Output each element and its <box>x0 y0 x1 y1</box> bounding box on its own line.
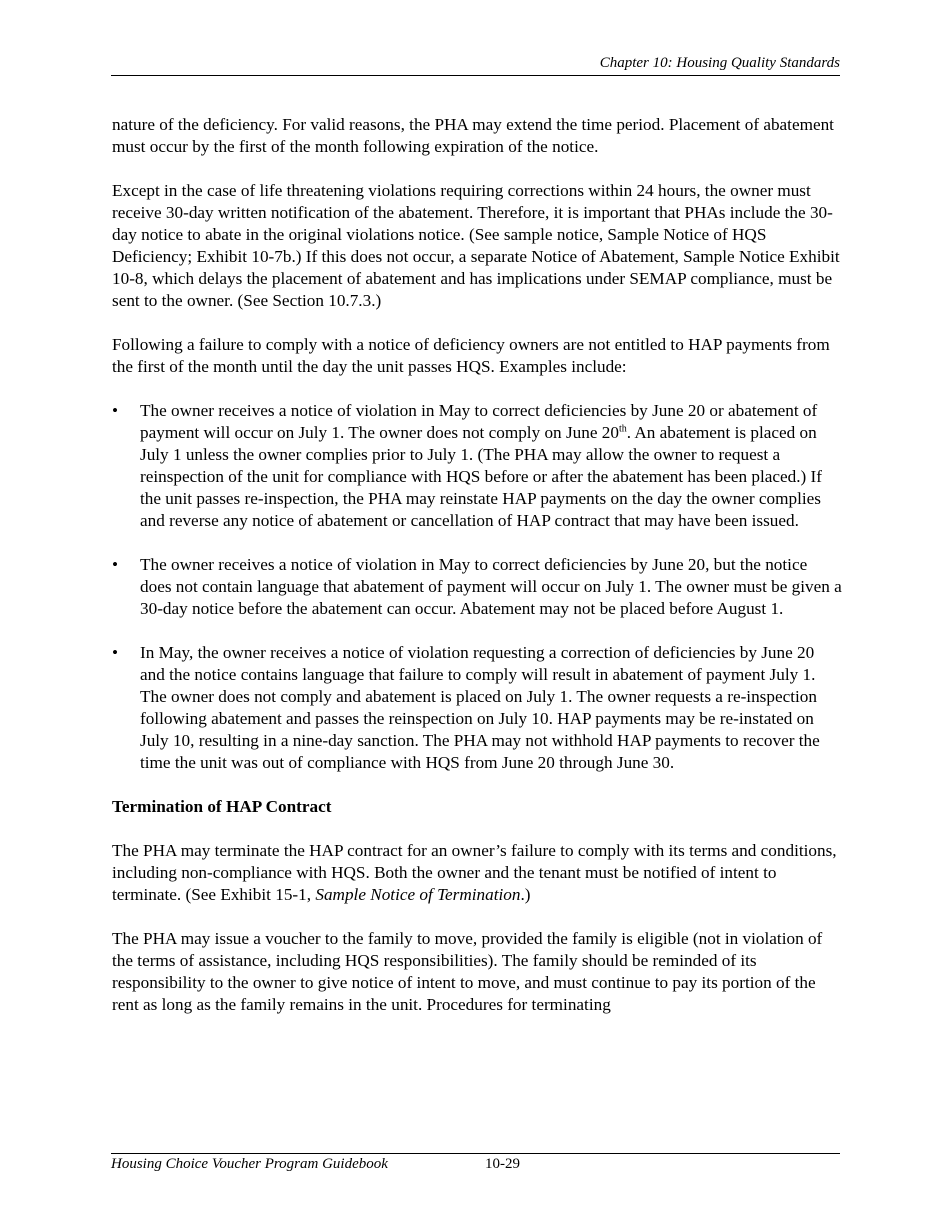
list-item <box>112 554 842 620</box>
examples-list <box>112 400 842 774</box>
page-number: 10-29 <box>485 1156 520 1172</box>
example-3-text: In May, the owner receives a notice of violation requesting a correction of deficiencies by June 20 and the notice contains language that failure to comply will result in abatement of payment July 1. The owner does not comply and abatement is placed on July 1. The owner requests a re-inspection following abatement and passes the reinspection on July 10. HAP payments may be re-instated on July 10, resulting in a nine-day sanction. The PHA may not withhold HAP payments to recover the time the unit was out of compliance with HQS from June 20 through June 30. <box>140 643 820 772</box>
paragraph-abatement-timing: nature of the deficiency. For valid reasons, the PHA may extend the time period. Placement of abatement must occur by the first of the month following expiration of the notice. <box>112 115 834 156</box>
section-heading: Termination of HAP Contract <box>112 797 332 816</box>
list-item <box>112 642 842 774</box>
document-body <box>112 114 842 1038</box>
paragraph-voucher: The PHA may issue a voucher to the family to move, provided the family is eligible (not in violation of the terms of assistance, including HQS responsibilities). The family should be reminded of its responsibility to the owner to give notice of intent to move, and must continue to pay its portion of the rent as long as the family remains in the unit. Procedures for terminating <box>112 929 823 1014</box>
page-footer <box>111 1153 840 1173</box>
chapter-title: Chapter 10: Housing Quality Standards <box>599 55 840 71</box>
paragraph-termination: The PHA may terminate the HAP contract for an owner’s failure to comply with its terms and conditions, including non-compliance with HQS. Both the owner and the tenant must be notified of intent to terminate. (See Exhibit 15-1, Sample Notice of Termination.) <box>112 841 837 904</box>
bullet-icon: • <box>112 401 119 420</box>
exhibit-title: Sample Notice of Termination <box>315 885 521 904</box>
paragraph-hap-payments: Following a failure to comply with a notice of deficiency owners are not entitled to HAP payments from the first of the month until the day the unit passes HQS. Examples include: <box>112 335 830 376</box>
example-1-text: The owner receives a notice of violation in May to correct deficiencies by June 20 or abatement of payment will occur on July 1. The owner does not comply on June 20th. An abatement is placed on July 1 unless the owner complies prior to July 1. (The PHA may allow the owner to request a reinspection of the unit for compliance with HQS before or after the abatement has been placed.) If the unit passes re-inspection, the PHA may reinstate HAP payments on the day the owner complies and reverse any notice of abatement or cancellation of HAP contract that may have been issued. <box>140 401 822 530</box>
superscript-th: th <box>618 423 627 435</box>
paragraph-abatement-notice: Except in the case of life threatening violations requiring corrections within 24 hours, the owner must receive 30-day written notification of the abatement. Therefore, it is important that PHAs include the 30-day notice to abate in the original violations notice. (See sample notice, Sample Notice of HQS Deficiency; Exhibit 10-7b.) If this does not occur, a separate Notice of Abatement, Sample Notice Exhibit 10-8, which delays the placement of abatement and has implications under SEMAP compliance, must be sent to the owner. (See Section 10.7.3.) <box>112 181 840 310</box>
list-item <box>112 400 842 532</box>
guidebook-title: Housing Choice Voucher Program Guidebook <box>111 1156 388 1172</box>
page-header <box>111 55 840 76</box>
example-2-text: The owner receives a notice of violation in May to correct deficiencies by June 20, but the notice does not contain language that abatement of payment will occur on July 1. The owner must be given a 30-day notice before the abatement can occur. Abatement may not be placed before August 1. <box>140 555 842 618</box>
bullet-icon: • <box>112 555 119 574</box>
bullet-icon: • <box>112 643 119 662</box>
